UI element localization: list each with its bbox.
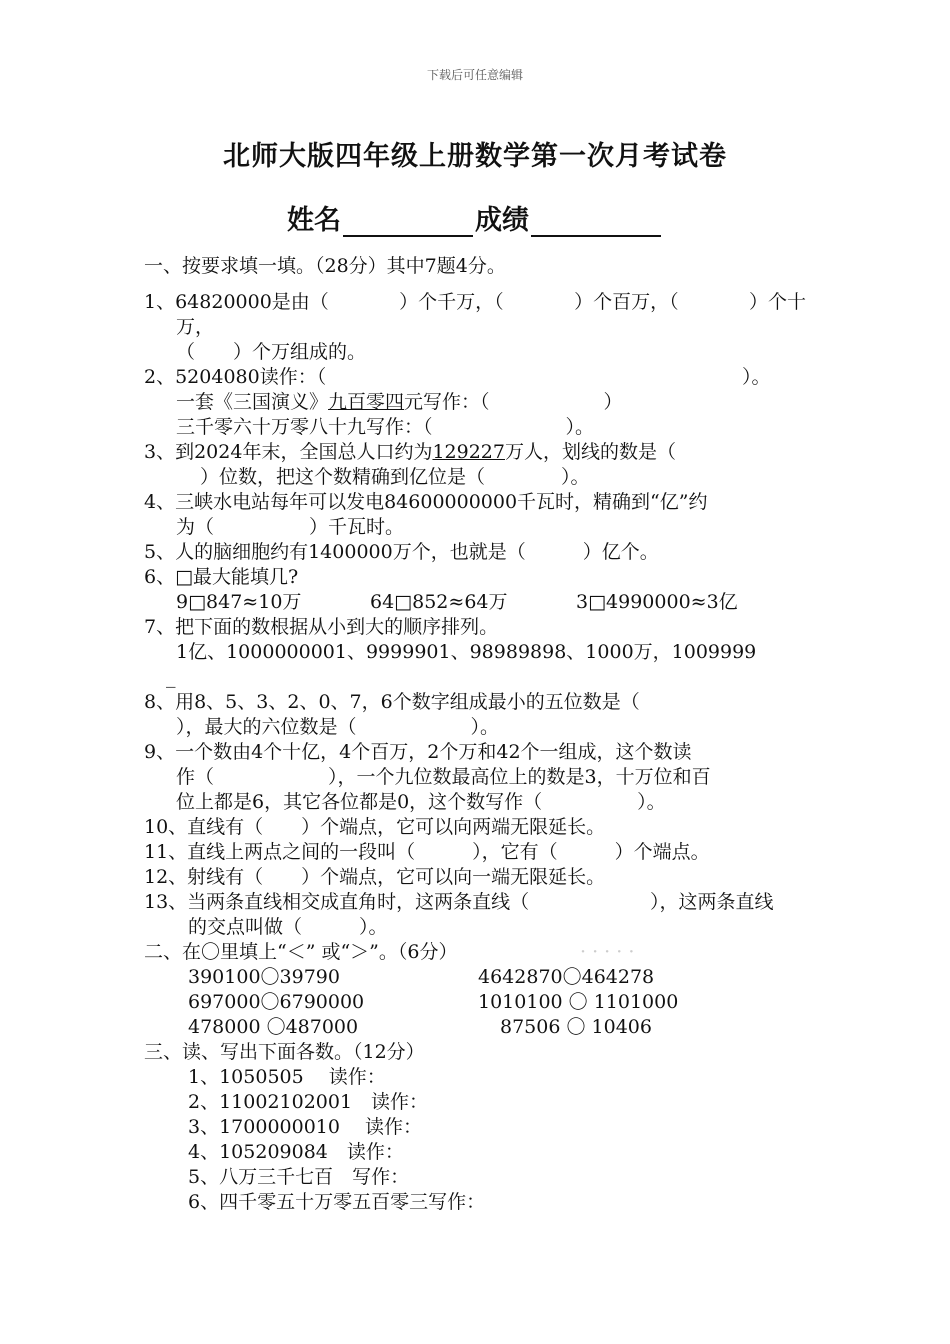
question-9-line-2: 作（ ），一个九位数最高位上的数是3，十万位和百 [176, 766, 711, 788]
header-note: 下载后可任意编辑 [426, 68, 523, 82]
question-11: 11、直线上两点之间的一段叫（ ），它有（ ）个端点。 [144, 841, 710, 863]
question-13-line-1-end: ），这两条直线 [650, 891, 774, 913]
question-4-line-1: 4、三峡水电站每年可以发电84600000000千瓦时，精确到“亿”约 [144, 491, 708, 513]
q1-part-3: ）个百万，（ [574, 291, 679, 313]
question-2-line-2 [176, 390, 623, 415]
q3-a-post: 万人，划线的数是（ [504, 441, 676, 463]
question-3-line-2: ）位数，把这个数精确到亿位是（ ）。 [200, 466, 590, 488]
question-7-line-2: 1亿、1000000001、9999901、98989898、1000万，1009999 [176, 641, 757, 663]
question-10: 10、直线有（ ）个端点，它可以向两端无限延长。 [144, 816, 606, 838]
q6-item-1: 9□847≈10万 [176, 591, 302, 613]
read-write-item-2: 2、11002102001 读作： [188, 1091, 429, 1113]
question-8-line-2: ），最大的六位数是（ ）。 [176, 716, 500, 738]
read-write-item-6: 6、四千零五十万零五百零三写作： [188, 1191, 486, 1213]
question-7-line-1: 7、把下面的数根据从小到大的顺序排列。 [144, 616, 499, 638]
q3-a-pre: 3、到2024年末，全国总人口约为 [144, 441, 433, 463]
section-2-faint-dots: · · · · · [580, 941, 635, 963]
q2-underlined-number: 九百零四 [328, 391, 405, 413]
read-write-item-3: 3、1700000010 读作： [188, 1116, 423, 1138]
name-blank[interactable] [343, 207, 473, 237]
question-2-line-3: 三千零六十万零八十九写作：（ ）。 [176, 416, 595, 438]
q1-part-1: 1、64820000是由（ [144, 291, 329, 313]
question-8-line-1: 8、用8、5、3、2、0、7，6个数字组成最小的五位数是（ [144, 691, 640, 713]
compare-item-5: 478000 〇487000 [188, 1016, 359, 1038]
q1-part-4: ）个十 [748, 291, 806, 313]
compare-item-1: 390100〇39790 [188, 966, 340, 988]
q2-b-post: 元写作：（ ） [404, 391, 623, 413]
q6-item-2: 64□852≈64万 [370, 591, 508, 613]
question-9-line-1: 9、一个数由4个十亿，4个百万，2个万和42个一组成，这个数读 [144, 741, 692, 763]
question-13-line-2: 的交点叫做（ ）。 [188, 916, 388, 938]
question-7-answer-blank: _ [166, 666, 176, 688]
read-write-item-1: 1、1050505 读作： [188, 1066, 386, 1088]
score-blank[interactable] [531, 207, 661, 237]
section-3-title: 三、读、写出下面各数。（12分） [144, 1041, 425, 1063]
question-1-line-3: （ ）个万组成的。 [176, 341, 367, 363]
question-6-line-1: 6、□最大能填几? [144, 566, 299, 588]
section-1-title: 一、按要求填一填。（28分）其中7题4分。 [144, 255, 506, 277]
question-9-line-3: 位上都是6，其它各位都是0，这个数写作（ ）。 [176, 791, 666, 813]
question-3-line-1 [144, 440, 676, 465]
question-12: 12、射线有（ ）个端点，它可以向一端无限延长。 [144, 866, 606, 888]
compare-item-6: 87506 〇 10406 [500, 1016, 652, 1038]
compare-item-2: 4642870〇464278 [478, 966, 655, 988]
question-1-line-2: 万， [176, 316, 215, 338]
section-2-title: 二、在〇里填上“＜” 或“＞”。（6分） [144, 941, 458, 963]
question-13-line-1: 13、当两条直线相交成直角时，这两条直线（ [144, 891, 530, 913]
compare-item-4: 1010100 〇 1101000 [478, 991, 679, 1013]
q1-part-2: ）个千万，（ [399, 291, 504, 313]
score-label: 成绩 [475, 205, 529, 236]
q6-item-3: 3□4990000≈3亿 [576, 591, 738, 613]
name-label: 姓名 [287, 205, 341, 236]
compare-item-3: 697000〇6790000 [188, 991, 365, 1013]
page-title: 北师大版四年级上册数学第一次月考试卷 [223, 141, 727, 172]
read-write-item-4: 4、105209084 读作： [188, 1141, 404, 1163]
q2-b-pre: 一套《三国演义》 [176, 391, 329, 413]
name-score-line [0, 198, 950, 237]
question-2-line-1: 2、5204080读作：（ [144, 366, 327, 388]
question-1-line-1 [144, 290, 806, 315]
question-2-line-1-end: ）。 [742, 366, 771, 388]
question-4-line-2: 为（ ）千瓦时。 [176, 516, 405, 538]
question-5: 5、人的脑细胞约有1400000万个，也就是（ ）亿个。 [144, 541, 659, 563]
q3-underlined-number: 129227 [432, 441, 505, 463]
read-write-item-5: 5、八万三千七百 写作： [188, 1166, 410, 1188]
